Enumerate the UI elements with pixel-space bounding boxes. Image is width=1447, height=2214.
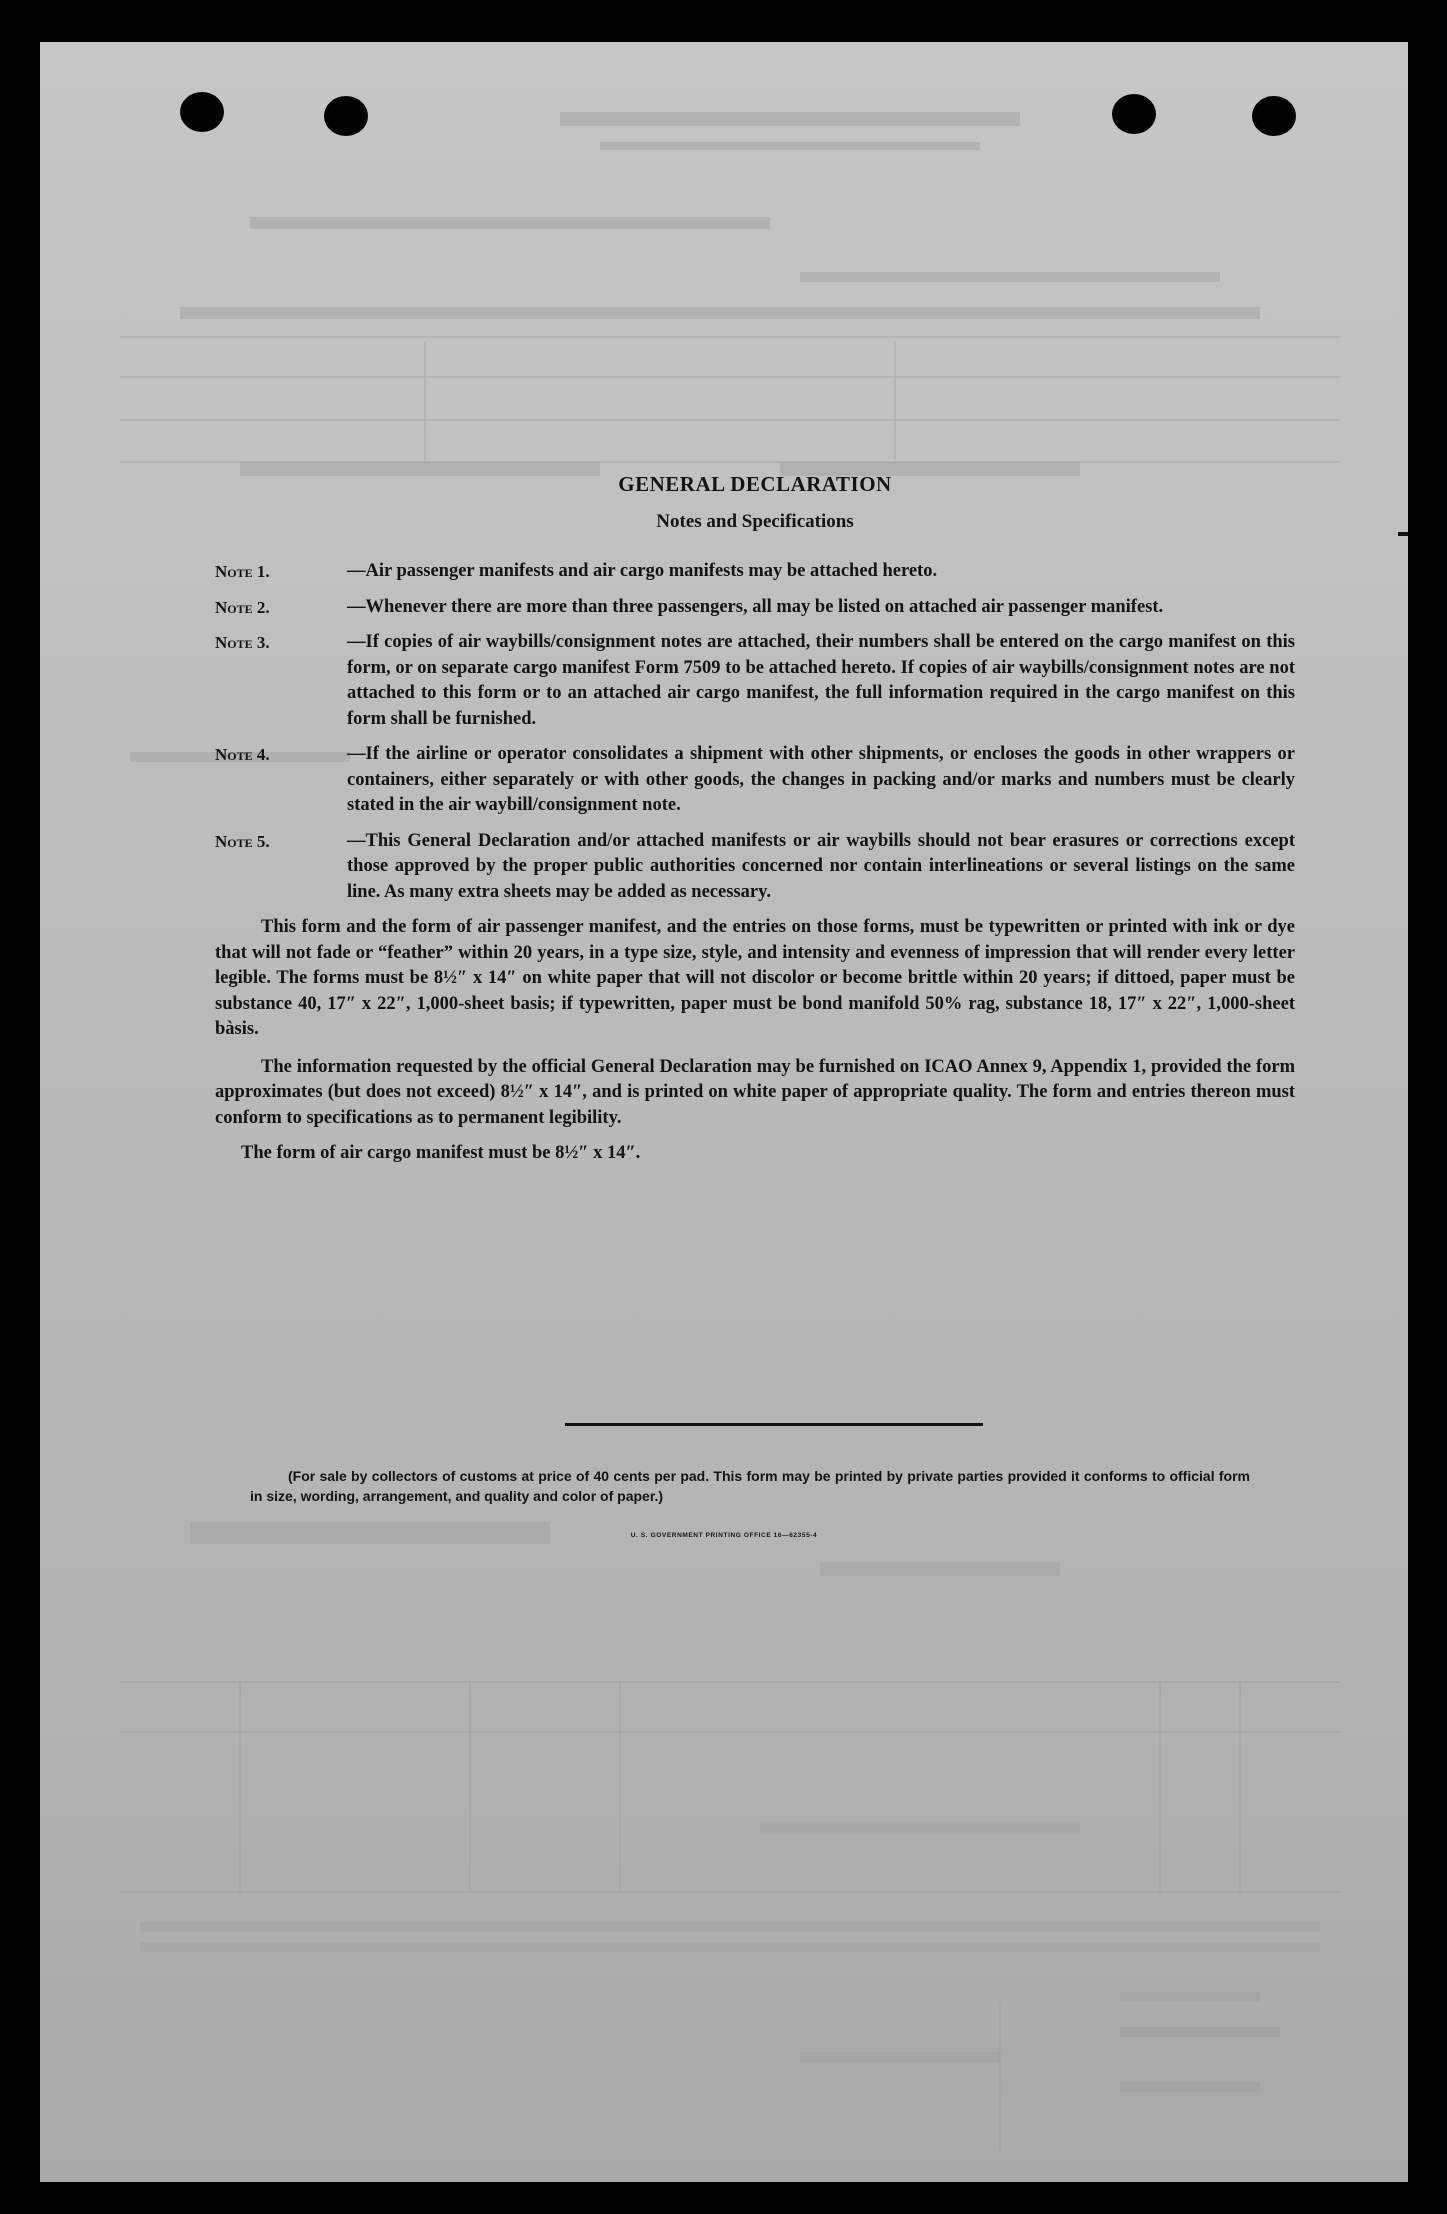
note-4 <box>215 742 1295 819</box>
horizontal-rule <box>565 1423 983 1426</box>
note-text: —Whenever there are more than three passengers, all may be listed on attached air passenger manifest. <box>347 596 1164 617</box>
punch-hole <box>1112 94 1156 134</box>
note-label: Note 4. <box>215 745 270 764</box>
note-text: —Air passenger manifests and air cargo manifests may be attached hereto. <box>347 561 938 581</box>
note-5 <box>215 829 1295 906</box>
note-2 <box>215 595 1295 621</box>
note-label: Note 1. <box>215 562 270 581</box>
document-subtitle: Notes and Specifications <box>656 511 854 532</box>
note-label: Note 2. <box>215 597 270 617</box>
icao-paragraph: The information requested by the official General Declaration may be furnished on ICAO Annex 9, Appendix 1, provided the form approximates (but does not exceed) 8½″ x 14″, and is printed on white paper of appropriate quality. The form and entries thereon must conform to specifications as to permanent legibility. <box>215 1056 1295 1128</box>
sale-notice: (For sale by collectors of customs at price of 40 cents per pad. This form may be printed by private parties provided it conforms to official form in size, wording, arrangement, and quality and color of paper.) <box>250 1468 1250 1504</box>
note-1 <box>215 559 1295 585</box>
note-text: —This General Declaration and/or attached manifests or air waybills should not bear erasures or corrections except those approved by the proper public authorities concerned nor contain interlineations or several listings on the same line. As many extra sheets may be added as necessary. <box>347 830 1295 902</box>
punch-hole <box>180 92 224 132</box>
printer-imprint: U. S. GOVERNMENT PRINTING OFFICE 16—62355-4 <box>630 1532 818 1539</box>
note-label: Note 5. <box>215 831 270 851</box>
form-requirements-paragraph: This form and the form of air passenger manifest, and the entries on those forms, must be typewritten or printed with ink or dye that will not fade or “feather” within 20 years, in a type size, style, and intensity and evenness of impression that will render every letter legible. The forms must be 8½″ x 14″ on white paper that will not discolor or become brittle within 20 years; if dittoed, paper must be substance 40, 17″ x 22″, 1,000-sheet basis; if typewritten, paper must be bond manifold 50% rag, substance 18, 17″ x 22″, 1,000-sheet bàsis. <box>215 917 1295 1039</box>
note-3 <box>215 630 1295 732</box>
punch-hole <box>324 96 368 136</box>
punch-hole <box>1252 96 1296 136</box>
note-text: —If the airline or operator consolidates a shipment with other shipments, or encloses the goods in other wrappers or containers, either separately or with other goods, the changes in packing and/or marks and numbers must be clearly stated in the air waybill/consignment note. <box>347 744 1295 815</box>
document-sheet <box>40 42 1408 2182</box>
edge-mark <box>1398 532 1408 536</box>
note-label: Note 3. <box>215 633 270 652</box>
notes-content <box>215 472 1295 1164</box>
cargo-manifest-size-note: The form of air cargo manifest must be 8½″ x 14″. <box>241 1143 641 1163</box>
note-text: —If copies of air waybills/consignment notes are attached, their numbers shall be entered on the cargo manifest on this form, or on separate cargo manifest Form 7509 to be attached hereto. If copies of air waybills/consignment notes are not attached to this form or to an attached air cargo manifest, the full information required in the cargo manifest on this form shall be furnished. <box>347 632 1295 729</box>
document-title: GENERAL DECLARATION <box>618 472 892 496</box>
